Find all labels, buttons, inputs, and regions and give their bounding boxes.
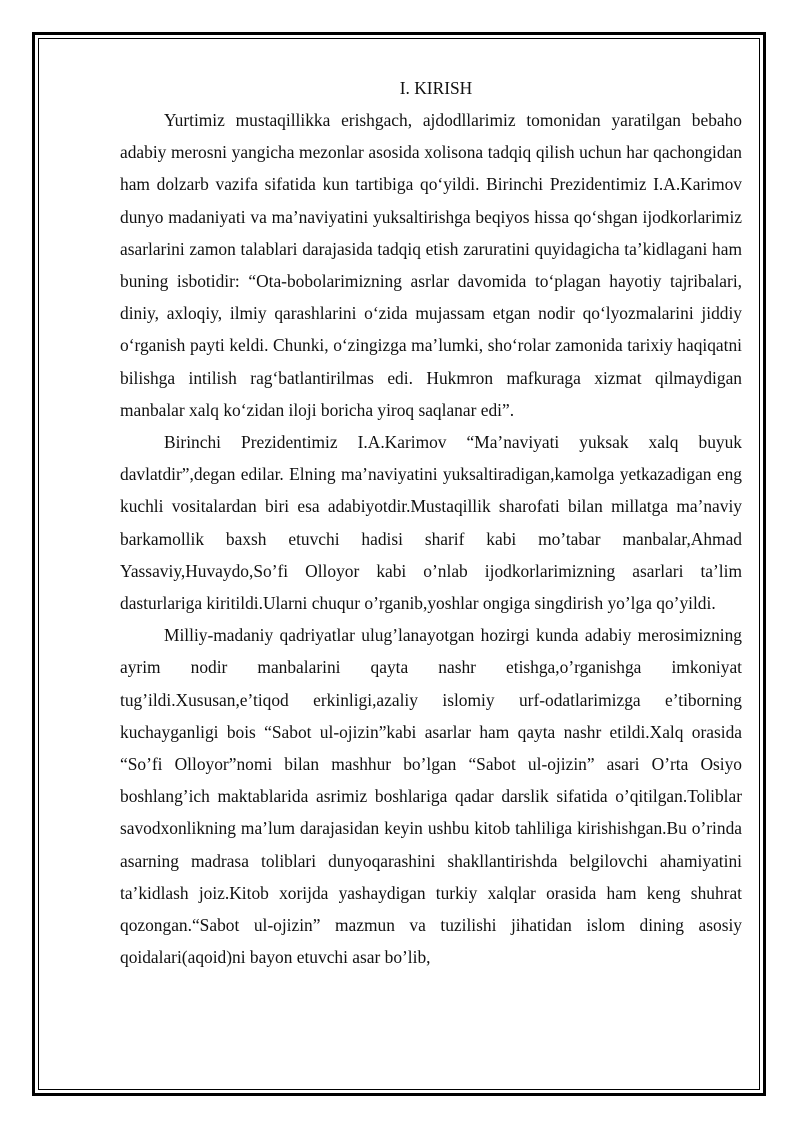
paragraph-3: Milliy-madaniy qadriyatlar ulug’lanayotgan hozirgi kunda adabiy merosimizning ayrim nodir manbalarini qayta nashr etishga,o’rganishga imkoniyat tug’ildi.Xususan,e’tiqod erkinligi,azaliy islomiy urf-odatlarimizga e’tiborning kuchayganligi bois “Sabot ul-ojizin”kabi asarlar ham qayta nashr etildi.Xalq orasida “So’fi Olloyor”nomi bilan mashhur bo’lgan “Sabot ul-ojizin” asari O’rta Osiyo boshlang’ich maktablarida asrimiz boshlariga qadar darslik sifatida o’qitilgan.Toliblar savodxonlikning ma’lum darajasidan keyin ushbu kitob tahliliga kirishishgan.Bu o’rinda asarning madrasa toliblari dunyoqarashini shakllantirishda belgilovchi ahamiyatini ta’kidlash joiz.Kitob xorijda yashaydigan turkiy xalqlar orasida ham keng shuhrat qozongan.“Sabot ul-ojizin” mazmun va tuzilishi jihatidan islom dining asosiy qoidalari(aqoid)ni bayon etuvchi asar bo’lib, xyxy=(120,625,742,968)
paragraph-2: Birinchi Prezidentimiz I.A.Karimov “Ma’naviyati yuksak xalq buyuk davlatdir”,degan edilar. Elning ma’naviyatini yuksaltiradigan,kamolga yetkazadigan eng kuchli vositalardan biri esa adabiyotdir.Mustaqillik sharofati bilan millatga ma’naviy barkamollik baxsh etuvchi hadisi sharif kabi mo’tabar manbalar,Ahmad Yassaviy,Huvaydo,So’fi Olloyor kabi o’nlab ijodkorlarimizning asarlari ta’lim dasturlariga kiritildi.Ularni chuqur o’rganib,yoshlar ongiga singdirish yo’lga qo’yildi. xyxy=(120,432,742,614)
document-body xyxy=(120,76,742,973)
paragraph-1: Yurtimiz mustaqillikka erishgach, ajdodllarimiz tomonidan yaratilgan bebaho adabiy merosni yangicha mezonlar asosida xolisona tadqiq qilish uchun har qachongidan ham dolzarb vazifa sifatida kun tartibiga qo‘yildi. Birinchi Prezidentimiz I.A.Karimov dunyo madaniyati va ma’naviyatini yuksaltirishga beqiyos hissa qo‘shgan ijodkorlarimiz asarlarini zamon talablari darajasida tadqiq etish zaruratini quyidagicha ta’kidlagani ham buning isbotidir: “Ota-bobolarimizning asrlar davomida to‘plagan hayotiy tajribalari, diniy, axloqiy, ilmiy qarashlarini o‘zida mujassam etgan nodir qo‘lyozmalarini jiddiy o‘rganish payti keldi. Chunki, o‘zingizga ma’lumki, sho‘rolar zamonida tarixiy haqiqatni bilishga intilish rag‘batlantirilmas edi. Hukmron mafkuraga xizmat qilmaydigan manbalar xalq ko‘zidan iloji boricha yiroq saqlanar edi”. xyxy=(120,110,742,420)
section-heading: I. KIRISH xyxy=(399,78,473,98)
